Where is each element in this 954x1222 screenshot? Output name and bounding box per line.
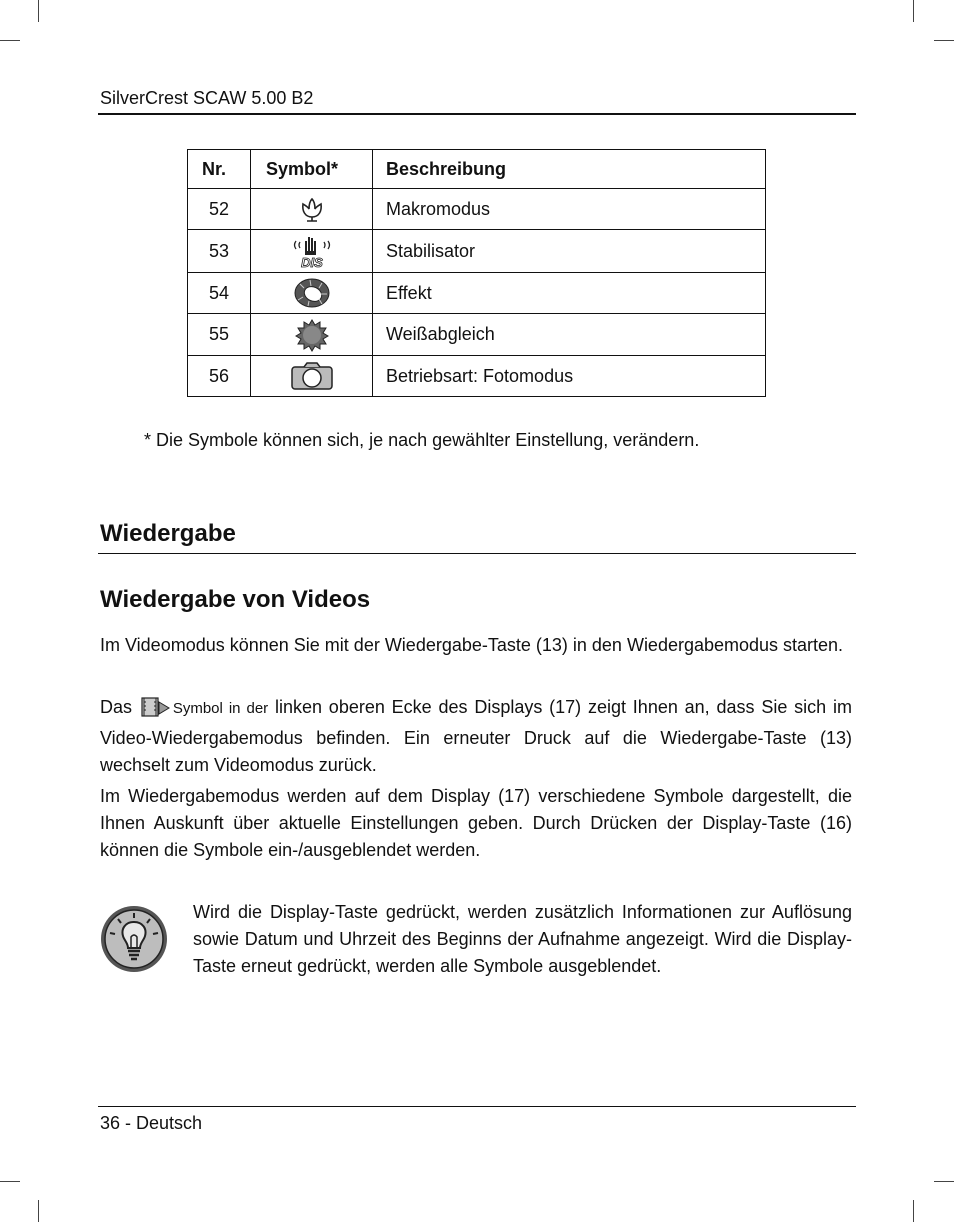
crop-mark [0, 40, 20, 41]
row-number: 55 [188, 314, 251, 356]
row-description: Weißabgleich [373, 314, 766, 356]
table-row [188, 189, 766, 230]
table-header-row [188, 150, 766, 189]
macro-flower-icon [297, 195, 327, 223]
table-row [188, 314, 766, 356]
crop-mark [934, 40, 954, 41]
symbol-table [187, 149, 766, 397]
effect-ring-icon [292, 276, 332, 310]
crop-mark [934, 1181, 954, 1182]
paragraph-text-small: Symbol in der [172, 700, 269, 717]
crop-mark [913, 0, 914, 22]
stabilizer-dis-icon [292, 233, 332, 269]
camera-photo-mode-icon [290, 361, 334, 391]
row-number: 56 [188, 356, 251, 397]
section-rule [98, 553, 856, 554]
paragraph-playback-symbols: Im Wiedergabemodus werden auf dem Display (17) verschiedene Symbole dargestellt, die Ihnen Auskunft über aktuelle Einstellungen geben. Durch Drücken der Display-Taste (16) können die Symbole ein-/ausgeblendet werden. [100, 786, 852, 860]
column-header-nr: Nr. [188, 150, 251, 189]
row-number: 54 [188, 273, 251, 314]
column-header-description: Beschreibung [373, 150, 766, 189]
tip-text: Wird die Display-Taste gedrückt, werden zusätzlich Informationen zur Auflösung sowie Datum und Uhrzeit des Beginns der Aufnahme angezeigt. Wird die Display-Taste erneut gedrückt, werden alle Symbole ausgeblendet. [193, 902, 852, 976]
crop-mark [38, 0, 39, 22]
table-row [188, 356, 766, 397]
lightbulb-tip-icon [99, 904, 169, 974]
document-header-title: SilverCrest SCAW 5.00 B2 [100, 88, 314, 108]
paragraph-videomodus: Im Videomodus können Sie mit der Wiedergabe-Taste (13) in den Wiedergabemodus starten. [100, 635, 844, 655]
crop-mark [0, 1181, 20, 1182]
page-footer: 36 - Deutsch [100, 1113, 203, 1133]
paragraph-text: linken oberen Ecke des Displays (17) zeigt Ihnen an, dass Sie sich im Video-Wiedergabemodus befinden. Ein erneuter Druck auf die Wiedergabe-Taste (13) wechselt zum Videomodus zurück. [100, 697, 852, 775]
row-description: Betriebsart: Fotomodus [373, 356, 766, 397]
subsection-title: Wiedergabe von Videos [100, 586, 371, 613]
white-balance-icon [295, 318, 329, 352]
row-description: Makromodus [373, 189, 766, 230]
svg-text:DIS: DIS [300, 255, 323, 269]
row-description: Effekt [373, 273, 766, 314]
row-description: Stabilisator [373, 230, 766, 273]
table-row [188, 273, 766, 314]
footer-rule [98, 1106, 856, 1107]
paragraph-symbol-info [100, 694, 852, 779]
table-footnote: * Die Symbole können sich, je nach gewählter Einstellung, verändern. [144, 430, 700, 450]
section-title: Wiedergabe [100, 520, 236, 547]
row-number: 53 [188, 230, 251, 273]
crop-mark [913, 1200, 914, 1222]
column-header-symbol: Symbol* [251, 150, 373, 189]
paragraph-text: Das [100, 697, 133, 717]
crop-mark [38, 1200, 39, 1222]
row-number: 52 [188, 189, 251, 230]
table-row [188, 230, 766, 273]
header-rule [98, 113, 856, 115]
video-playback-icon [141, 697, 171, 717]
